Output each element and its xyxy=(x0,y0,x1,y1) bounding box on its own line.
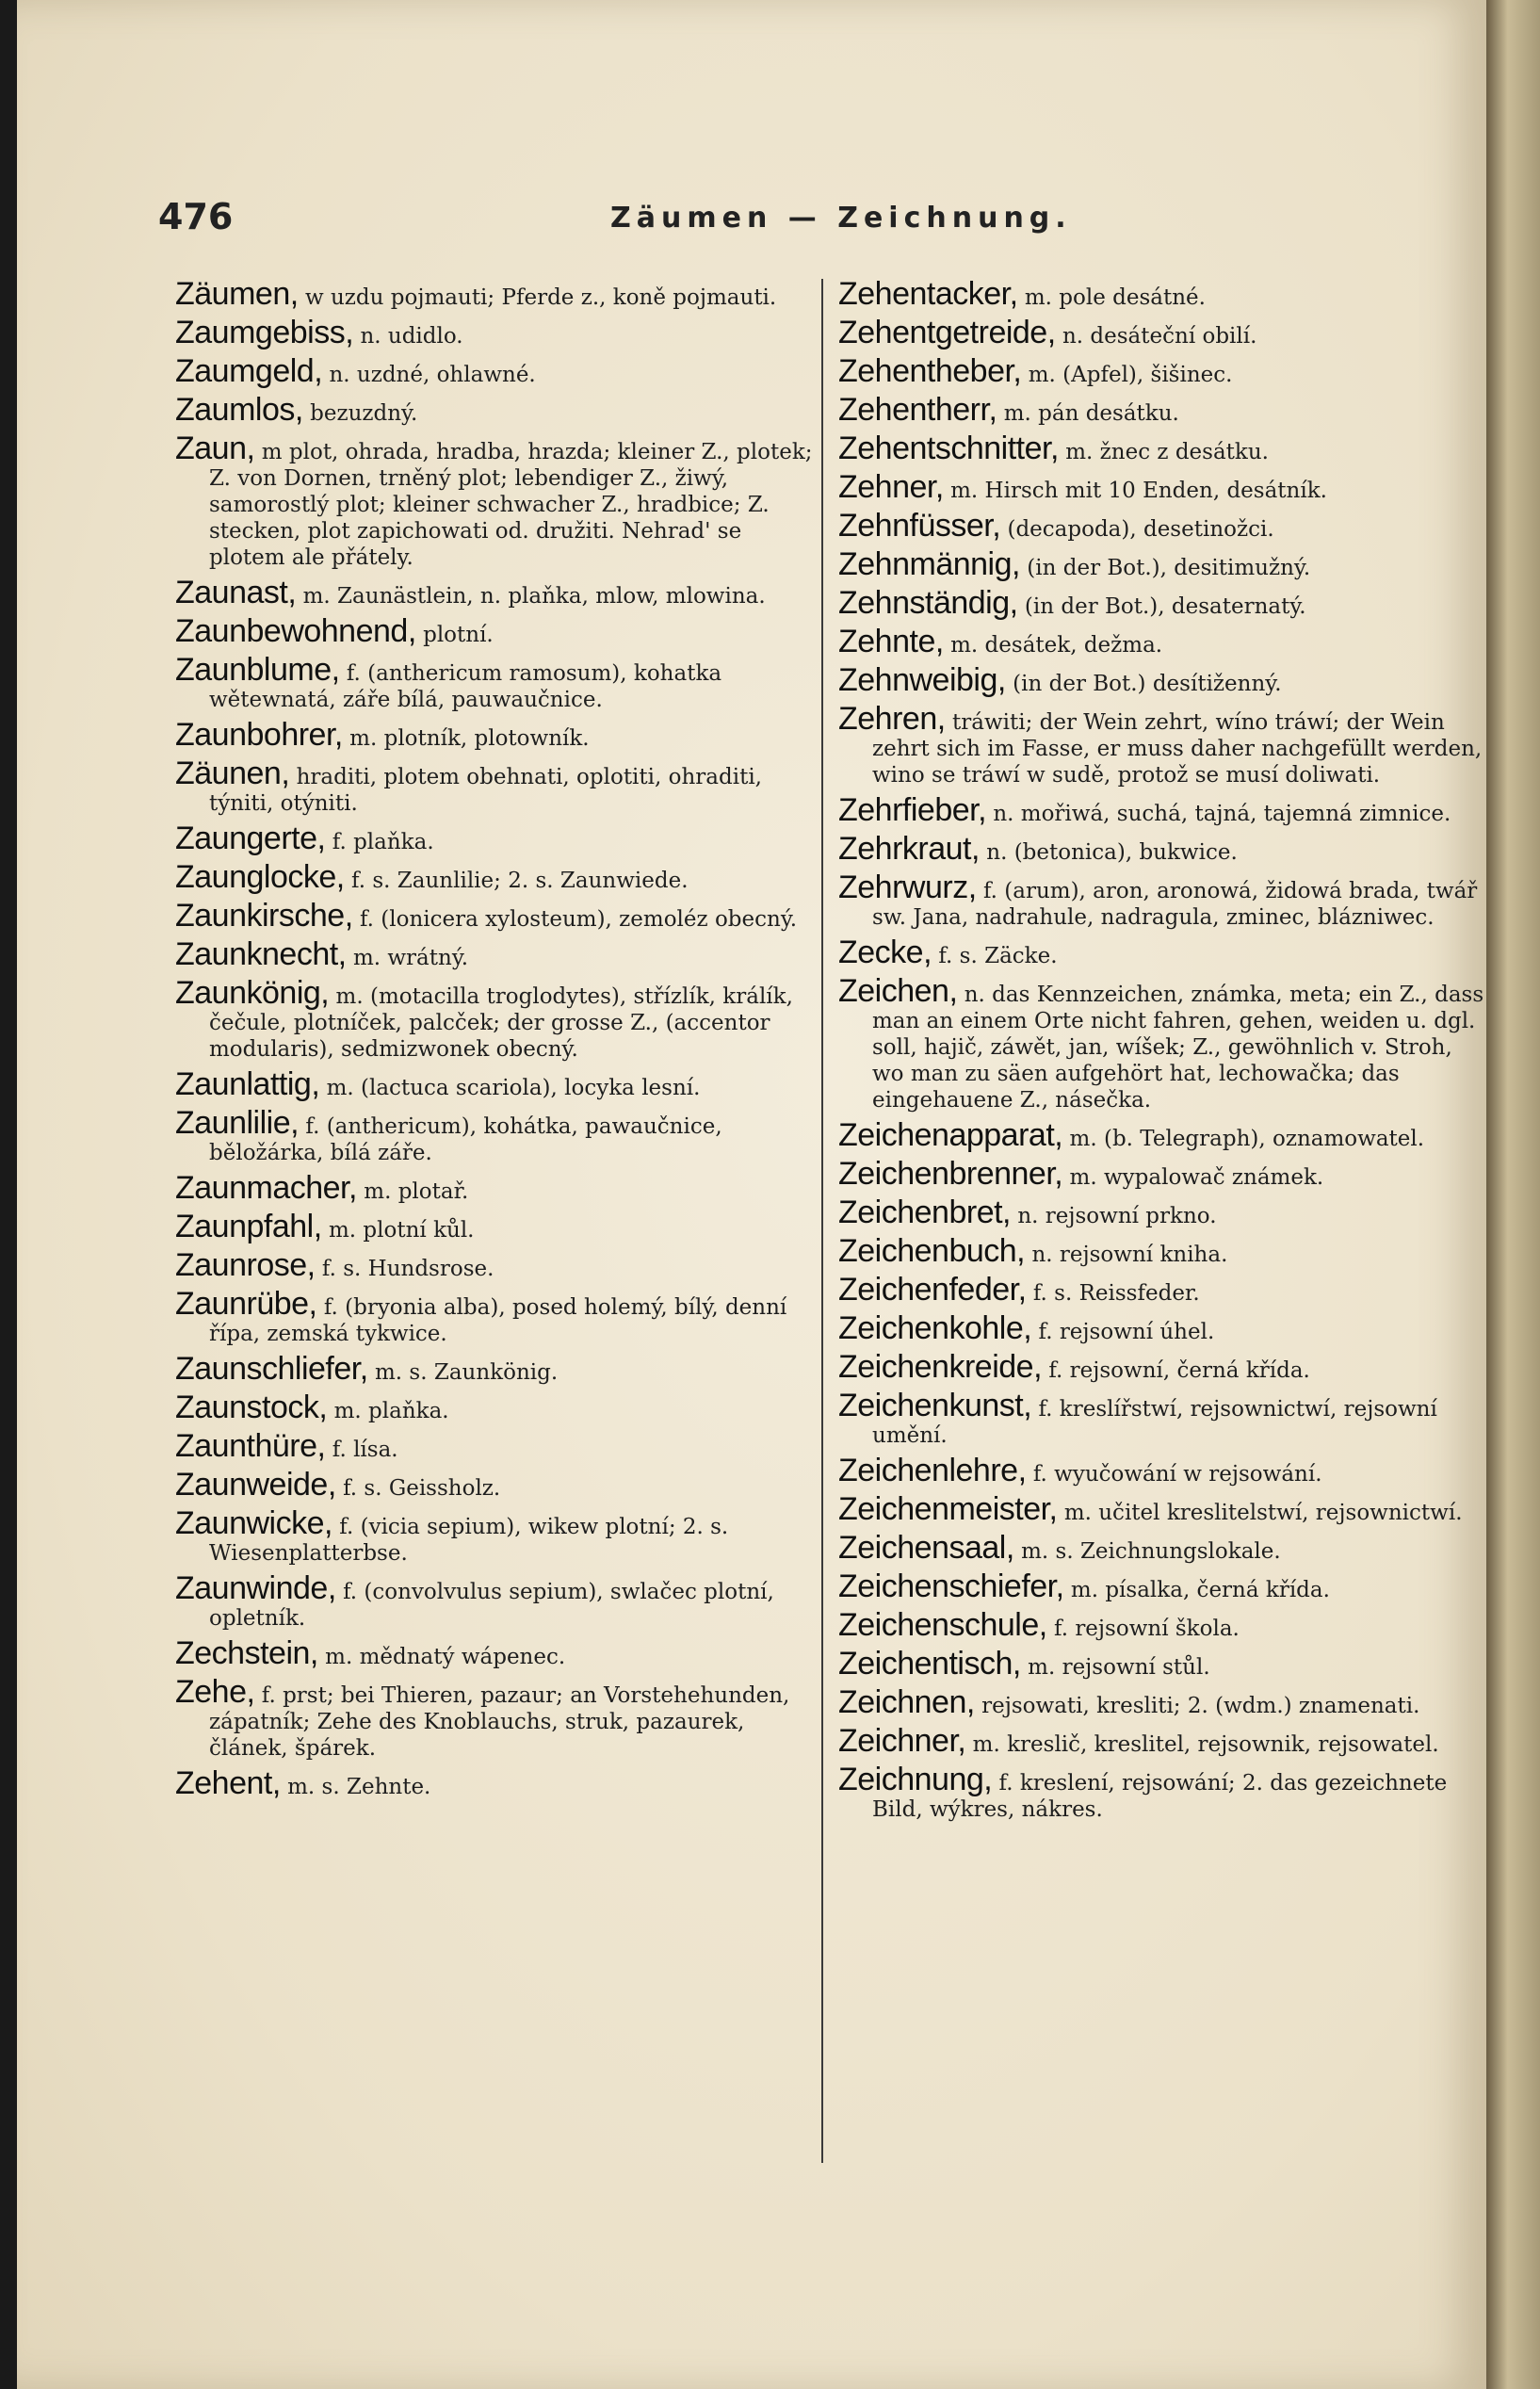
entry-definition: n. mořiwá, suchá, tajná, tajemná zimnice. xyxy=(993,802,1451,826)
entry-headword: Zeichnung, xyxy=(838,1762,993,1797)
entry-headword: Zeichner, xyxy=(838,1723,966,1759)
entry-definition: w uzdu pojmauti; Pferde z., koně pojmauti. xyxy=(305,285,777,310)
entry-definition: f. wyučowání w rejsowání. xyxy=(1032,1462,1322,1487)
dictionary-entry xyxy=(838,276,1488,312)
entry-definition: m. rejsowní stůl. xyxy=(1028,1655,1210,1680)
entry-headword: Zehnfüsser, xyxy=(838,508,1001,544)
entry-headword: Zaunkirsche, xyxy=(175,898,353,934)
dictionary-entry xyxy=(838,1530,1488,1566)
entry-headword: Zecke, xyxy=(838,934,932,970)
dictionary-entry xyxy=(175,859,816,895)
entry-headword: Zehe, xyxy=(175,1674,255,1710)
entry-definition: f. s. Reissfeder. xyxy=(1032,1281,1200,1306)
entry-headword: Zaunlattig, xyxy=(175,1066,320,1102)
entry-headword: Zeichenkunst, xyxy=(838,1388,1032,1423)
entry-headword: Zaunschliefer, xyxy=(175,1351,368,1387)
entry-definition: n. uzdné, ohlawné. xyxy=(329,363,536,387)
dictionary-entry xyxy=(175,1170,816,1206)
entry-headword: Zehent, xyxy=(175,1765,281,1801)
dictionary-entry xyxy=(175,431,816,571)
dictionary-entry xyxy=(175,1635,816,1671)
dictionary-entry xyxy=(838,701,1488,788)
entry-definition: f. (lonicera xylosteum), zemoléz obecný. xyxy=(359,907,798,932)
entry-headword: Zehner, xyxy=(838,469,944,505)
entry-headword: Zaunwicke, xyxy=(175,1505,332,1541)
dictionary-entry xyxy=(838,1453,1488,1488)
dictionary-entry xyxy=(175,1209,816,1244)
entry-headword: Zechstein, xyxy=(175,1635,318,1671)
dictionary-entry xyxy=(175,1286,816,1347)
entry-definition: f. rejsowní škola. xyxy=(1054,1617,1240,1641)
entry-headword: Zaunkönig, xyxy=(175,975,330,1011)
dictionary-entry xyxy=(838,546,1488,582)
entry-headword: Zeichensaal, xyxy=(838,1530,1014,1566)
left-column xyxy=(175,276,816,1809)
dictionary-entry xyxy=(838,315,1488,350)
entry-headword: Zaungerte, xyxy=(175,821,326,856)
dictionary-entry xyxy=(175,1505,816,1567)
entry-definition: m. (b. Telegraph), oznamowatel. xyxy=(1069,1127,1425,1151)
entry-headword: Zeichenfeder, xyxy=(838,1272,1027,1308)
dictionary-entry xyxy=(838,934,1488,970)
entry-definition: f. kreslení, rejsowání; 2. das gezeichnete Bild, wýkres, nákres. xyxy=(872,1771,1448,1822)
entry-headword: Zaunstock, xyxy=(175,1390,328,1425)
dictionary-entry xyxy=(838,469,1488,505)
entry-headword: Zeichenkreide, xyxy=(838,1349,1043,1385)
entry-definition: m. plotní kůl. xyxy=(328,1218,475,1243)
entry-definition: n. rejsowní prkno. xyxy=(1017,1204,1217,1228)
entry-definition: m. mědnatý wápenec. xyxy=(325,1645,566,1669)
page-header xyxy=(158,196,1496,243)
dictionary-entry xyxy=(838,431,1488,466)
dictionary-entry xyxy=(175,821,816,856)
dictionary-entry xyxy=(838,1646,1488,1682)
dictionary-entry xyxy=(175,975,816,1063)
entry-definition: m. (Apfel), šišinec. xyxy=(1028,363,1233,387)
entry-definition: m. plotař. xyxy=(364,1179,469,1204)
entry-headword: Zeichenkohle, xyxy=(838,1310,1032,1346)
dictionary-entry xyxy=(175,1066,816,1102)
column-divider xyxy=(821,279,823,2163)
entry-definition: m. Zaunästlein, n. plaňka, mlow, mlowina. xyxy=(302,584,766,609)
entry-definition: m. plotník, plotowník. xyxy=(349,726,590,751)
dictionary-entry xyxy=(175,1351,816,1387)
dictionary-entry xyxy=(175,717,816,753)
dictionary-entry xyxy=(175,756,816,817)
entry-definition: f. prst; bei Thieren, pazaur; an Vorstehehunden, zápatník; Zehe des Knoblauchs, struk, pazaurek, článek, špárek. xyxy=(209,1683,790,1761)
entry-definition: f. (arum), aron, aronowá, židowá brada, twář sw. Jana, nadrahule, nadragula, zminec, blázniwec. xyxy=(872,879,1478,930)
running-head: Zäumen — Zeichnung. xyxy=(610,202,1072,235)
entry-definition: m. pole desátné. xyxy=(1024,285,1206,310)
entry-definition: m. s. Zehnte. xyxy=(287,1775,431,1799)
entry-definition: n. desáteční obilí. xyxy=(1062,324,1257,349)
dictionary-entry xyxy=(838,1568,1488,1604)
entry-definition: (in der Bot.), desitimužný. xyxy=(1027,556,1311,580)
entry-definition: n. udidlo. xyxy=(360,324,463,349)
entry-headword: Zehrkraut, xyxy=(838,831,980,867)
dictionary-entry xyxy=(838,1233,1488,1269)
right-column xyxy=(838,276,1488,1831)
entry-headword: Zaunglocke, xyxy=(175,859,345,895)
entry-headword: Zaunwinde, xyxy=(175,1570,336,1606)
entry-definition: m. učitel kreslitelstwí, rejsownictwí. xyxy=(1063,1501,1463,1525)
dictionary-entry xyxy=(175,1247,816,1283)
dictionary-entry xyxy=(838,831,1488,867)
entry-headword: Zehnmännig, xyxy=(838,546,1020,582)
entry-definition: f. (convolvulus sepium), swlačec plotní, opletník. xyxy=(209,1580,774,1631)
dictionary-entry xyxy=(838,792,1488,828)
entry-headword: Zehentherr, xyxy=(838,392,997,428)
entry-definition: f. (anthericum), kohátka, pawaučnice, běložárka, bílá záře. xyxy=(209,1114,722,1165)
entry-headword: Zaunblume, xyxy=(175,652,340,688)
entry-definition: f. rejsowní úhel. xyxy=(1038,1320,1215,1344)
entry-definition: m. wypalowač známek. xyxy=(1069,1165,1324,1190)
entry-definition: tráwiti; der Wein zehrt, wíno tráwí; der Wein zehrt sich im Fasse, er muss daher nachgefüllt werden, wino se tráwí w sudě, protož se musí doliwati. xyxy=(872,710,1483,788)
entry-definition: n. rejsowní kniha. xyxy=(1031,1243,1228,1267)
entry-headword: Zaun, xyxy=(175,431,255,466)
dictionary-entry xyxy=(175,1674,816,1762)
entry-headword: Zaunknecht, xyxy=(175,936,347,972)
entry-headword: Zaunrose, xyxy=(175,1247,316,1283)
dictionary-entry xyxy=(175,1467,816,1503)
entry-headword: Zaunmacher, xyxy=(175,1170,357,1206)
entry-headword: Zehnte, xyxy=(838,624,944,659)
entry-definition: m. wrátný. xyxy=(352,946,469,970)
entry-headword: Zehentacker, xyxy=(838,276,1018,312)
dictionary-entry xyxy=(838,662,1488,698)
entry-definition: m. písalka, černá křída. xyxy=(1070,1578,1330,1602)
dictionary-entry xyxy=(175,652,816,713)
entry-definition: m. (lactuca scariola), locyka lesní. xyxy=(326,1076,701,1100)
entry-headword: Zehnweibig, xyxy=(838,662,1006,698)
entry-definition: (in der Bot.), desaternatý. xyxy=(1024,594,1306,619)
entry-definition: (in der Bot.) desítiženný. xyxy=(1013,672,1282,696)
dictionary-entry xyxy=(175,353,816,389)
entry-headword: Zäunen, xyxy=(175,756,290,791)
page-number: 476 xyxy=(158,196,234,237)
entry-definition: f. s. Hundsrose. xyxy=(321,1257,494,1281)
dictionary-entry xyxy=(175,1428,816,1464)
entry-headword: Zehentheber, xyxy=(838,353,1022,389)
entry-definition: m plot, ohrada, hradba, hrazda; kleiner Z., plotek; Z. von Dornen, trněný plot; lebendiger Z., žiwý, samorostlý plot; kleiner schwacher Z., hradbice; Z. stecken, plot zapichowati od. družiti. Nehrad' se plotem ale přátely. xyxy=(209,440,813,570)
dictionary-entry xyxy=(838,1310,1488,1346)
entry-headword: Zaumgeld, xyxy=(175,353,323,389)
entry-definition: m. žnec z desátku. xyxy=(1065,440,1269,464)
entry-definition: f. (anthericum ramosum), kohatka wětewnatá, záře bílá, pauwaučnice. xyxy=(209,661,722,712)
entry-definition: f. s. Zäcke. xyxy=(938,944,1058,968)
entry-headword: Zeichenmeister, xyxy=(838,1491,1058,1527)
entry-headword: Zeichen, xyxy=(838,973,958,1009)
dictionary-entry xyxy=(175,315,816,350)
entry-headword: Zehentschnitter, xyxy=(838,431,1059,466)
entry-definition: m. (motacilla troglodytes), střízlík, králík, čečule, plotníček, palcček; der grosse Z., (accentor modularis), sedmizwonek obecný. xyxy=(209,984,793,1062)
dictionary-entry xyxy=(838,585,1488,621)
entry-definition: hraditi, plotem obehnati, oplotiti, ohraditi, týniti, otýniti. xyxy=(209,765,762,816)
entry-definition: f. rejsowní, černá křída. xyxy=(1048,1358,1310,1383)
dictionary-entry xyxy=(175,613,816,649)
dictionary-entry xyxy=(838,1607,1488,1643)
dictionary-entry xyxy=(838,1272,1488,1308)
entry-headword: Zaumgebiss, xyxy=(175,315,354,350)
dictionary-entry xyxy=(838,1491,1488,1527)
entry-headword: Zäumen, xyxy=(175,276,299,312)
entry-headword: Zaumlos, xyxy=(175,392,303,428)
entry-definition: n. das Kennzeichen, známka, meta; ein Z., dass man an einem Orte nicht fahren, gehen, weiden u. dgl. soll, hajič, záwět, jan, wíšek; Z., gewöhnlich v. Stroh, wo man zu säen aufgehört hat, lechowačka; das eingehauene Z., násečka. xyxy=(872,983,1484,1113)
dictionary-entry xyxy=(838,624,1488,659)
entry-headword: Zaunthüre, xyxy=(175,1428,326,1464)
dictionary-entry xyxy=(838,869,1488,931)
dictionary-entry xyxy=(175,1390,816,1425)
entry-definition: f. kreslířstwí, rejsownictwí, rejsowní umění. xyxy=(872,1397,1437,1448)
dictionary-entry xyxy=(838,353,1488,389)
entry-definition: m. pán desátku. xyxy=(1003,401,1179,426)
dictionary-entry xyxy=(838,1349,1488,1385)
entry-definition: n. (betonica), bukwice. xyxy=(986,840,1238,865)
entry-definition: m. Hirsch mit 10 Enden, desátník. xyxy=(950,479,1327,503)
entry-headword: Zeichenapparat, xyxy=(838,1117,1063,1153)
entry-headword: Zehren, xyxy=(838,701,946,737)
dictionary-entry xyxy=(838,1684,1488,1720)
dictionary-entry xyxy=(838,1117,1488,1153)
entry-definition: m. desátek, dežma. xyxy=(950,633,1163,658)
entry-definition: f. (bryonia alba), posed holemý, bílý, denní řípa, zemská tykwice. xyxy=(209,1295,787,1346)
dictionary-entry xyxy=(175,1765,816,1801)
entry-definition: plotní. xyxy=(423,623,494,647)
entry-definition: m. s. Zeichnungslokale. xyxy=(1021,1539,1281,1564)
entry-definition: (decapoda), desetinožci. xyxy=(1007,517,1274,542)
dictionary-entry xyxy=(175,392,816,428)
entry-definition: f. (vicia sepium), wikew plotní; 2. s. Wiesenplatterbse. xyxy=(209,1515,729,1566)
entry-definition: f. s. Zaunlilie; 2. s. Zaunwiede. xyxy=(351,869,689,893)
entry-definition: m. s. Zaunkönig. xyxy=(374,1360,559,1385)
entry-headword: Zaunbohrer, xyxy=(175,717,343,753)
entry-definition: f. plaňka. xyxy=(332,830,434,854)
entry-headword: Zaunpfahl, xyxy=(175,1209,322,1244)
entry-headword: Zehnständig, xyxy=(838,585,1018,621)
entry-headword: Zaunlilie, xyxy=(175,1105,300,1141)
entry-headword: Zehrwurz, xyxy=(838,869,977,905)
entry-headword: Zaunast, xyxy=(175,575,297,610)
entry-definition: bezuzdný. xyxy=(310,401,418,426)
entry-headword: Zeichentisch, xyxy=(838,1646,1021,1682)
entry-definition: m. plaňka. xyxy=(333,1399,449,1423)
entry-headword: Zehentgetreide, xyxy=(838,315,1056,350)
dictionary-entry xyxy=(838,1156,1488,1192)
entry-definition: f. lísa. xyxy=(332,1438,398,1462)
dictionary-entry xyxy=(838,973,1488,1113)
entry-headword: Zeichenschiefer, xyxy=(838,1568,1064,1604)
dictionary-entry xyxy=(838,392,1488,428)
dictionary-entry xyxy=(175,575,816,610)
dictionary-entry xyxy=(838,1762,1488,1823)
entry-headword: Zaunweide, xyxy=(175,1467,336,1503)
entry-definition: rejsowati, kresliti; 2. (wdm.) znamenati. xyxy=(981,1694,1420,1718)
entry-headword: Zeichenlehre, xyxy=(838,1453,1027,1488)
entry-definition: f. s. Geissholz. xyxy=(343,1476,501,1501)
dictionary-entry xyxy=(838,1388,1488,1449)
dictionary-entry xyxy=(175,936,816,972)
dictionary-entry xyxy=(175,1570,816,1632)
entry-headword: Zaunbewohnend, xyxy=(175,613,416,649)
book-page-edge xyxy=(1486,0,1540,2389)
entry-headword: Zeichnen, xyxy=(838,1684,975,1720)
entry-definition: m. kreslič, kreslitel, rejsownik, rejsowatel. xyxy=(972,1732,1439,1757)
entry-headword: Zaunrübe, xyxy=(175,1286,317,1322)
entry-headword: Zeichenbret, xyxy=(838,1194,1011,1230)
dictionary-entry xyxy=(175,1105,816,1166)
entry-headword: Zehrfieber, xyxy=(838,792,987,828)
dictionary-entry xyxy=(838,1194,1488,1230)
entry-headword: Zeichenschule, xyxy=(838,1607,1047,1643)
dictionary-entry xyxy=(175,898,816,934)
entry-headword: Zeichenbrenner, xyxy=(838,1156,1063,1192)
dictionary-entry xyxy=(838,1723,1488,1759)
entry-headword: Zeichenbuch, xyxy=(838,1233,1026,1269)
dictionary-entry xyxy=(838,508,1488,544)
dictionary-entry xyxy=(175,276,816,312)
